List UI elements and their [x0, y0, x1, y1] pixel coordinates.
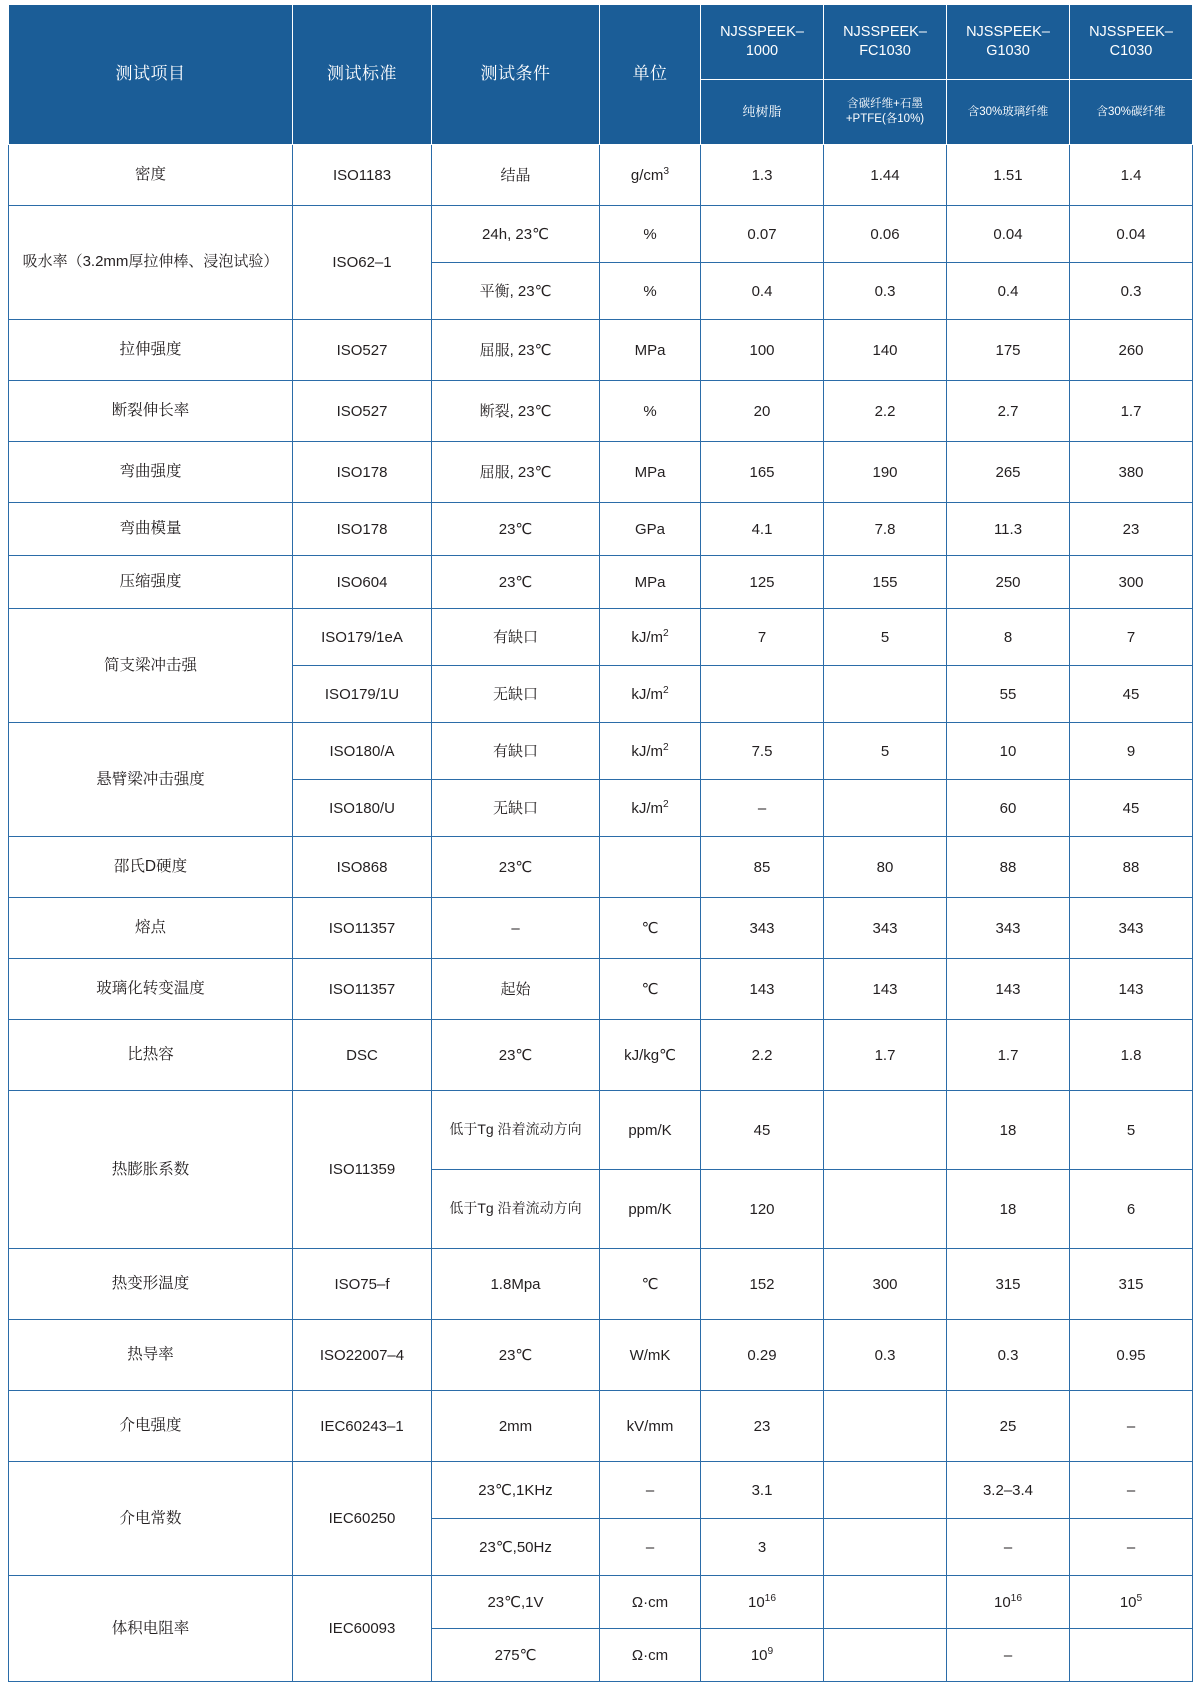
cell-test-standard: ISO527 [293, 381, 432, 442]
cell-value-grade-4: $10^5$ [1070, 1576, 1193, 1629]
cell-value-grade-2: 5 [824, 609, 947, 666]
cell-value-grade-2: 190 [824, 442, 947, 503]
cell-value-grade-2: 7.8 [824, 503, 947, 556]
cell-value-grade-2: 0.06 [824, 206, 947, 263]
cell-value-grade-1: 4.1 [701, 503, 824, 556]
cell-value-grade-1: 45 [701, 1091, 824, 1170]
table-row [9, 723, 1193, 780]
cell-value-grade-1: 0.29 [701, 1320, 824, 1391]
cell-value-grade-3: 0.04 [947, 206, 1070, 263]
cell-value-grade-1: 23 [701, 1391, 824, 1462]
cell-test-condition: 23℃ [432, 1320, 600, 1391]
cell-unit: ℃ [600, 898, 701, 959]
cell-test-standard: ISO180/A [293, 723, 432, 780]
cell-value-grade-1: 120 [701, 1170, 824, 1249]
cell-unit [600, 837, 701, 898]
cell-value-grade-3: – [947, 1629, 1070, 1682]
cell-value-grade-1: 165 [701, 442, 824, 503]
cell-value-grade-3: 143 [947, 959, 1070, 1020]
cell-value-grade-3: 18 [947, 1170, 1070, 1249]
table-row [9, 1576, 1193, 1629]
header-grade-3: NJSSPEEK–G1030 [947, 5, 1070, 80]
cell-value-grade-4: – [1070, 1462, 1193, 1519]
cell-value-grade-1: $10^9$ [701, 1629, 824, 1682]
cell-value-grade-2: 140 [824, 320, 947, 381]
cell-test-condition: 23℃,1KHz [432, 1462, 600, 1519]
cell-value-grade-1: 143 [701, 959, 824, 1020]
table-row [9, 898, 1193, 959]
table-body [9, 145, 1193, 1682]
cell-test-standard: ISO178 [293, 503, 432, 556]
cell-value-grade-4: 300 [1070, 556, 1193, 609]
cell-test-condition: 无缺口 [432, 666, 600, 723]
cell-value-grade-2 [824, 1462, 947, 1519]
cell-value-grade-1: 1.3 [701, 145, 824, 206]
cell-test-standard: ISO179/1U [293, 666, 432, 723]
cell-value-grade-3: 0.3 [947, 1320, 1070, 1391]
cell-test-standard: ISO527 [293, 320, 432, 381]
cell-value-grade-2 [824, 1091, 947, 1170]
header-grade-2-desc: 含碳纤维+石墨+PTFE(各10%) [824, 80, 947, 145]
cell-test-item: 玻璃化转变温度 [9, 959, 293, 1020]
cell-unit: % [600, 381, 701, 442]
cell-test-standard: ISO178 [293, 442, 432, 503]
cell-unit: – [600, 1462, 701, 1519]
cell-value-grade-4: 0.04 [1070, 206, 1193, 263]
cell-test-item: 拉伸强度 [9, 320, 293, 381]
cell-value-grade-3: 25 [947, 1391, 1070, 1462]
cell-unit: Ω·cm [600, 1629, 701, 1682]
cell-test-item: 弯曲模量 [9, 503, 293, 556]
cell-unit: Ω·cm [600, 1576, 701, 1629]
table-row [9, 1320, 1193, 1391]
cell-test-condition: 23℃,50Hz [432, 1519, 600, 1576]
table-row [9, 556, 1193, 609]
cell-value-grade-1: 343 [701, 898, 824, 959]
cell-value-grade-3: 265 [947, 442, 1070, 503]
cell-value-grade-1: 7.5 [701, 723, 824, 780]
cell-test-standard: ISO11359 [293, 1091, 432, 1249]
cell-value-grade-4: 1.7 [1070, 381, 1193, 442]
cell-test-standard: IEC60093 [293, 1576, 432, 1682]
cell-test-standard: ISO868 [293, 837, 432, 898]
header-grade-4-desc: 含30%碳纤维 [1070, 80, 1193, 145]
cell-value-grade-1: 20 [701, 381, 824, 442]
header-grade-4: NJSSPEEK–C1030 [1070, 5, 1193, 80]
cell-unit: ppm/K [600, 1091, 701, 1170]
cell-unit: % [600, 206, 701, 263]
cell-value-grade-2 [824, 1519, 947, 1576]
cell-value-grade-3: 11.3 [947, 503, 1070, 556]
table-row [9, 837, 1193, 898]
cell-unit: ppm/K [600, 1170, 701, 1249]
cell-unit: ℃ [600, 1249, 701, 1320]
cell-test-standard: IEC60243–1 [293, 1391, 432, 1462]
cell-test-standard: ISO1183 [293, 145, 432, 206]
table-row [9, 1091, 1193, 1170]
cell-value-grade-3: 8 [947, 609, 1070, 666]
cell-value-grade-4: – [1070, 1391, 1193, 1462]
cell-value-grade-4: 0.95 [1070, 1320, 1193, 1391]
cell-value-grade-3: 3.2–3.4 [947, 1462, 1070, 1519]
cell-value-grade-4: 315 [1070, 1249, 1193, 1320]
cell-value-grade-3: 2.7 [947, 381, 1070, 442]
cell-value-grade-1: 2.2 [701, 1020, 824, 1091]
cell-test-standard: ISO604 [293, 556, 432, 609]
cell-value-grade-1: 0.4 [701, 263, 824, 320]
cell-value-grade-2: 0.3 [824, 263, 947, 320]
table-row [9, 1462, 1193, 1519]
cell-value-grade-2 [824, 1576, 947, 1629]
cell-value-grade-2: 80 [824, 837, 947, 898]
cell-unit: W/mK [600, 1320, 701, 1391]
header-grade-1: NJSSPEEK–1000 [701, 5, 824, 80]
cell-unit: $g/cm^3$ [600, 145, 701, 206]
table-header [9, 5, 1193, 145]
cell-value-grade-4: 7 [1070, 609, 1193, 666]
cell-test-item: 熔点 [9, 898, 293, 959]
cell-value-grade-4: 9 [1070, 723, 1193, 780]
header-item: 测试项目 [9, 5, 293, 145]
cell-test-standard: ISO11357 [293, 898, 432, 959]
table-row [9, 1391, 1193, 1462]
cell-test-item: 悬臂梁冲击强度 [9, 723, 293, 837]
cell-test-condition: – [432, 898, 600, 959]
cell-unit: $kJ/m^2$ [600, 780, 701, 837]
cell-test-condition: 23℃,1V [432, 1576, 600, 1629]
cell-unit: MPa [600, 442, 701, 503]
table-row [9, 959, 1193, 1020]
cell-test-item: 邵氏D硬度 [9, 837, 293, 898]
cell-test-item: 断裂伸长率 [9, 381, 293, 442]
header-standard: 测试标准 [293, 5, 432, 145]
cell-test-item: 体积电阻率 [9, 1576, 293, 1682]
table-row [9, 1249, 1193, 1320]
cell-value-grade-3: 1.51 [947, 145, 1070, 206]
cell-value-grade-2 [824, 1170, 947, 1249]
cell-test-standard: ISO62–1 [293, 206, 432, 320]
cell-value-grade-4: 0.3 [1070, 263, 1193, 320]
cell-test-condition: 有缺口 [432, 609, 600, 666]
cell-test-condition: 23℃ [432, 837, 600, 898]
cell-value-grade-4: 143 [1070, 959, 1193, 1020]
cell-test-condition: 低于Tg 沿着流动方向 [432, 1170, 600, 1249]
cell-value-grade-2: 143 [824, 959, 947, 1020]
cell-value-grade-4: 88 [1070, 837, 1193, 898]
cell-unit: $kJ/m^2$ [600, 666, 701, 723]
cell-test-standard: ISO180/U [293, 780, 432, 837]
cell-value-grade-2: 343 [824, 898, 947, 959]
cell-unit: kV/mm [600, 1391, 701, 1462]
cell-value-grade-3: 250 [947, 556, 1070, 609]
table-row [9, 320, 1193, 381]
cell-test-item: 密度 [9, 145, 293, 206]
cell-unit: MPa [600, 320, 701, 381]
cell-value-grade-4: 23 [1070, 503, 1193, 556]
cell-test-item: 热导率 [9, 1320, 293, 1391]
cell-value-grade-4: 1.4 [1070, 145, 1193, 206]
cell-unit: MPa [600, 556, 701, 609]
cell-test-item: 弯曲强度 [9, 442, 293, 503]
cell-test-item: 压缩强度 [9, 556, 293, 609]
header-condition: 测试条件 [432, 5, 600, 145]
cell-value-grade-4: 343 [1070, 898, 1193, 959]
cell-value-grade-2: 0.3 [824, 1320, 947, 1391]
cell-value-grade-1 [701, 666, 824, 723]
cell-test-condition: 屈服, 23℃ [432, 442, 600, 503]
cell-unit: % [600, 263, 701, 320]
cell-value-grade-3: – [947, 1519, 1070, 1576]
cell-value-grade-3: 10 [947, 723, 1070, 780]
cell-test-condition: 屈服, 23℃ [432, 320, 600, 381]
cell-value-grade-3: $10^{16}$ [947, 1576, 1070, 1629]
cell-value-grade-1: 0.07 [701, 206, 824, 263]
table-row [9, 442, 1193, 503]
cell-test-condition: 23℃ [432, 556, 600, 609]
cell-value-grade-1: 85 [701, 837, 824, 898]
cell-test-condition: 23℃ [432, 503, 600, 556]
table-row [9, 1020, 1193, 1091]
header-grade-2: NJSSPEEK–FC1030 [824, 5, 947, 80]
cell-test-condition: 无缺口 [432, 780, 600, 837]
cell-value-grade-4: 45 [1070, 666, 1193, 723]
material-properties-table [8, 4, 1193, 1682]
cell-value-grade-3: 60 [947, 780, 1070, 837]
cell-unit: kJ/kg℃ [600, 1020, 701, 1091]
cell-test-item: 介电常数 [9, 1462, 293, 1576]
cell-unit: $kJ/m^2$ [600, 723, 701, 780]
cell-value-grade-4 [1070, 1629, 1193, 1682]
cell-test-condition: 275℃ [432, 1629, 600, 1682]
cell-test-item: 比热容 [9, 1020, 293, 1091]
cell-test-condition: 2mm [432, 1391, 600, 1462]
cell-test-standard: DSC [293, 1020, 432, 1091]
cell-value-grade-3: 55 [947, 666, 1070, 723]
cell-value-grade-1: – [701, 780, 824, 837]
cell-test-condition: 1.8Mpa [432, 1249, 600, 1320]
cell-test-condition: 24h, 23℃ [432, 206, 600, 263]
cell-value-grade-2 [824, 780, 947, 837]
cell-value-grade-3: 18 [947, 1091, 1070, 1170]
cell-value-grade-4: 260 [1070, 320, 1193, 381]
cell-value-grade-4: 380 [1070, 442, 1193, 503]
cell-value-grade-4: – [1070, 1519, 1193, 1576]
cell-value-grade-2: 2.2 [824, 381, 947, 442]
cell-unit: – [600, 1519, 701, 1576]
cell-value-grade-2: 1.44 [824, 145, 947, 206]
cell-unit: $kJ/m^2$ [600, 609, 701, 666]
cell-unit: GPa [600, 503, 701, 556]
cell-value-grade-3: 175 [947, 320, 1070, 381]
cell-value-grade-3: 1.7 [947, 1020, 1070, 1091]
cell-test-condition: 有缺口 [432, 723, 600, 780]
cell-test-condition: 起始 [432, 959, 600, 1020]
cell-test-item: 热变形温度 [9, 1249, 293, 1320]
cell-value-grade-3: 315 [947, 1249, 1070, 1320]
cell-value-grade-4: 1.8 [1070, 1020, 1193, 1091]
cell-value-grade-1: 3.1 [701, 1462, 824, 1519]
cell-test-standard: ISO22007–4 [293, 1320, 432, 1391]
cell-value-grade-3: 88 [947, 837, 1070, 898]
cell-value-grade-3: 343 [947, 898, 1070, 959]
cell-value-grade-1: 7 [701, 609, 824, 666]
header-row-top [9, 5, 1193, 80]
table-row [9, 145, 1193, 206]
cell-value-grade-4: 5 [1070, 1091, 1193, 1170]
cell-value-grade-1: 100 [701, 320, 824, 381]
cell-test-item: 介电强度 [9, 1391, 293, 1462]
cell-value-grade-4: 45 [1070, 780, 1193, 837]
cell-test-condition: 断裂, 23℃ [432, 381, 600, 442]
cell-value-grade-1: 152 [701, 1249, 824, 1320]
cell-value-grade-2 [824, 666, 947, 723]
cell-value-grade-2: 300 [824, 1249, 947, 1320]
cell-value-grade-1: $10^{16}$ [701, 1576, 824, 1629]
cell-value-grade-2 [824, 1629, 947, 1682]
cell-test-standard: ISO179/1eA [293, 609, 432, 666]
cell-value-grade-1: 125 [701, 556, 824, 609]
table-row [9, 609, 1193, 666]
cell-test-item: 吸水率（3.2mm厚拉伸棒、浸泡试验） [9, 206, 293, 320]
cell-value-grade-3: 0.4 [947, 263, 1070, 320]
table-row [9, 503, 1193, 556]
header-grade-1-desc: 纯树脂 [701, 80, 824, 145]
cell-test-standard: ISO11357 [293, 959, 432, 1020]
cell-test-item: 简支梁冲击强 [9, 609, 293, 723]
cell-test-standard: ISO75–f [293, 1249, 432, 1320]
cell-unit: ℃ [600, 959, 701, 1020]
cell-test-condition: 平衡, 23℃ [432, 263, 600, 320]
table-row [9, 206, 1193, 263]
header-unit: 单位 [600, 5, 701, 145]
cell-value-grade-2: 1.7 [824, 1020, 947, 1091]
table-row [9, 381, 1193, 442]
cell-value-grade-1: 3 [701, 1519, 824, 1576]
header-grade-3-desc: 含30%玻璃纤维 [947, 80, 1070, 145]
cell-value-grade-2 [824, 1391, 947, 1462]
cell-value-grade-2: 5 [824, 723, 947, 780]
cell-test-standard: IEC60250 [293, 1462, 432, 1576]
cell-test-condition: 低于Tg 沿着流动方向 [432, 1091, 600, 1170]
cell-value-grade-4: 6 [1070, 1170, 1193, 1249]
cell-test-condition: 23℃ [432, 1020, 600, 1091]
cell-test-condition: 结晶 [432, 145, 600, 206]
cell-test-item: 热膨胀系数 [9, 1091, 293, 1249]
cell-value-grade-2: 155 [824, 556, 947, 609]
